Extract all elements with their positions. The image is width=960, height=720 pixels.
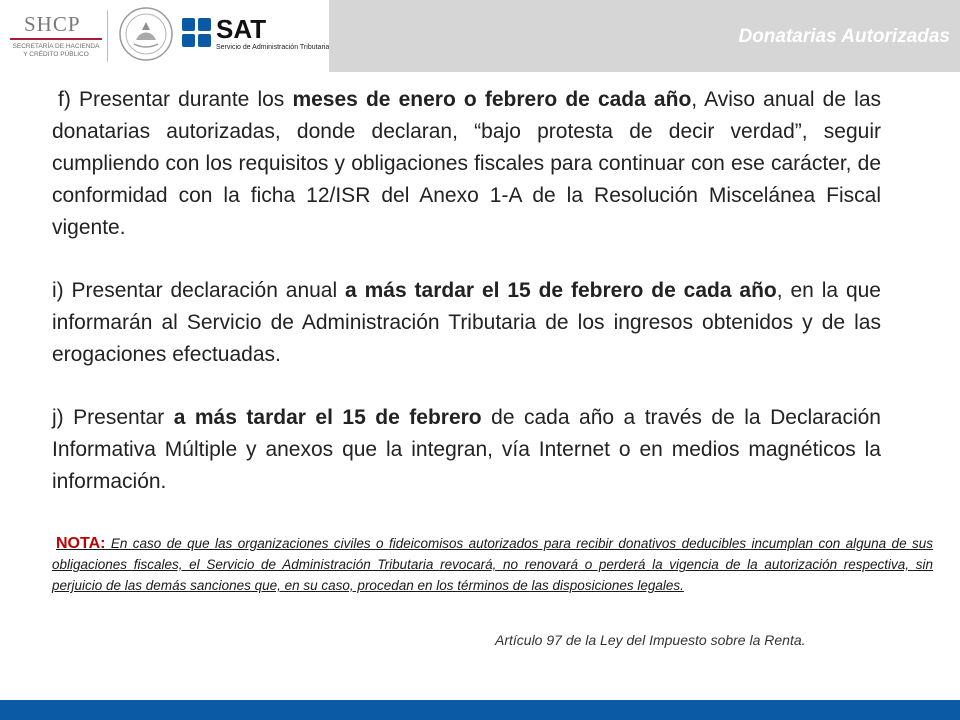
paragraph-f-post: , Aviso anual de las donatarias autorizadas, donde declaran, “bajo protesta de decir verdad”, seguir cumpliendo con los requisitos y obligaciones fiscales para continuar con ese carácter, de conformidad con la ficha 12/ISR del Anexo 1-A de la Resolución Miscelánea Fiscal vigente. — [52, 88, 882, 239]
paragraph-j-pre: j) Presentar — [52, 406, 174, 429]
section-title: Donatarias Autorizadas — [738, 26, 950, 47]
paragraph-f-pre: f) Presentar durante los — [58, 88, 293, 111]
shcp-subtitle-line1: SECRETARÍA DE HACIENDA — [12, 43, 100, 50]
paragraph-i — [52, 275, 881, 371]
main-content — [52, 84, 881, 498]
paragraph-j-bold: a más tardar el 15 de febrero — [173, 406, 482, 429]
shcp-divider — [10, 38, 102, 40]
note-label: NOTA: — [56, 535, 106, 552]
paragraph-j-post: de cada año a través de la Declaración Informativa Múltiple y anexos que la integran, vía Internet o en medios magnéticos la información. — [52, 406, 881, 493]
header-separator — [107, 10, 108, 62]
section-title-box — [329, 0, 960, 72]
paragraph-i-pre: i) Presentar declaración anual — [52, 279, 346, 302]
note-block — [52, 533, 933, 596]
paragraph-f — [52, 84, 881, 244]
shcp-wordmark: SHCP — [24, 12, 81, 36]
sat-subtitle: Servicio de Administración Tributaria — [216, 44, 330, 51]
legal-citation: Artículo 97 de la Ley del Impuesto sobre la Renta. — [495, 632, 806, 648]
paragraph-f-bold: meses de enero o febrero de cada año — [292, 88, 692, 111]
footer-bar — [0, 700, 960, 720]
paragraph-i-bold: a más tardar el 15 de febrero de cada año — [345, 279, 777, 302]
sat-mark-icon — [182, 18, 212, 48]
shcp-subtitle — [10, 43, 102, 59]
paragraph-j — [52, 402, 881, 498]
header — [0, 0, 960, 72]
shcp-subtitle-line2: Y CRÉDITO PÚBLICO — [23, 51, 89, 58]
shcp-logo — [10, 12, 102, 64]
paragraph-i-post: , en la que informarán al Servicio de Administración Tributaria de los ingresos obtenidos y de las erogaciones efectuadas. — [52, 279, 881, 366]
national-seal-icon — [118, 6, 174, 62]
sat-wordmark: SAT — [216, 14, 267, 44]
note-text: En caso de que las organizaciones civiles o fideicomisos autorizados para recibir donativos deducibles incumplan con alguna de sus obligaciones fiscales, el Servicio de Administración Tributaria revocará, no renovará o perderá la vigencia de la autorización respectiva, sin perjuicio de las demás sanciones que, en su caso, procedan en los términos de las disposiciones legales. — [52, 536, 933, 593]
